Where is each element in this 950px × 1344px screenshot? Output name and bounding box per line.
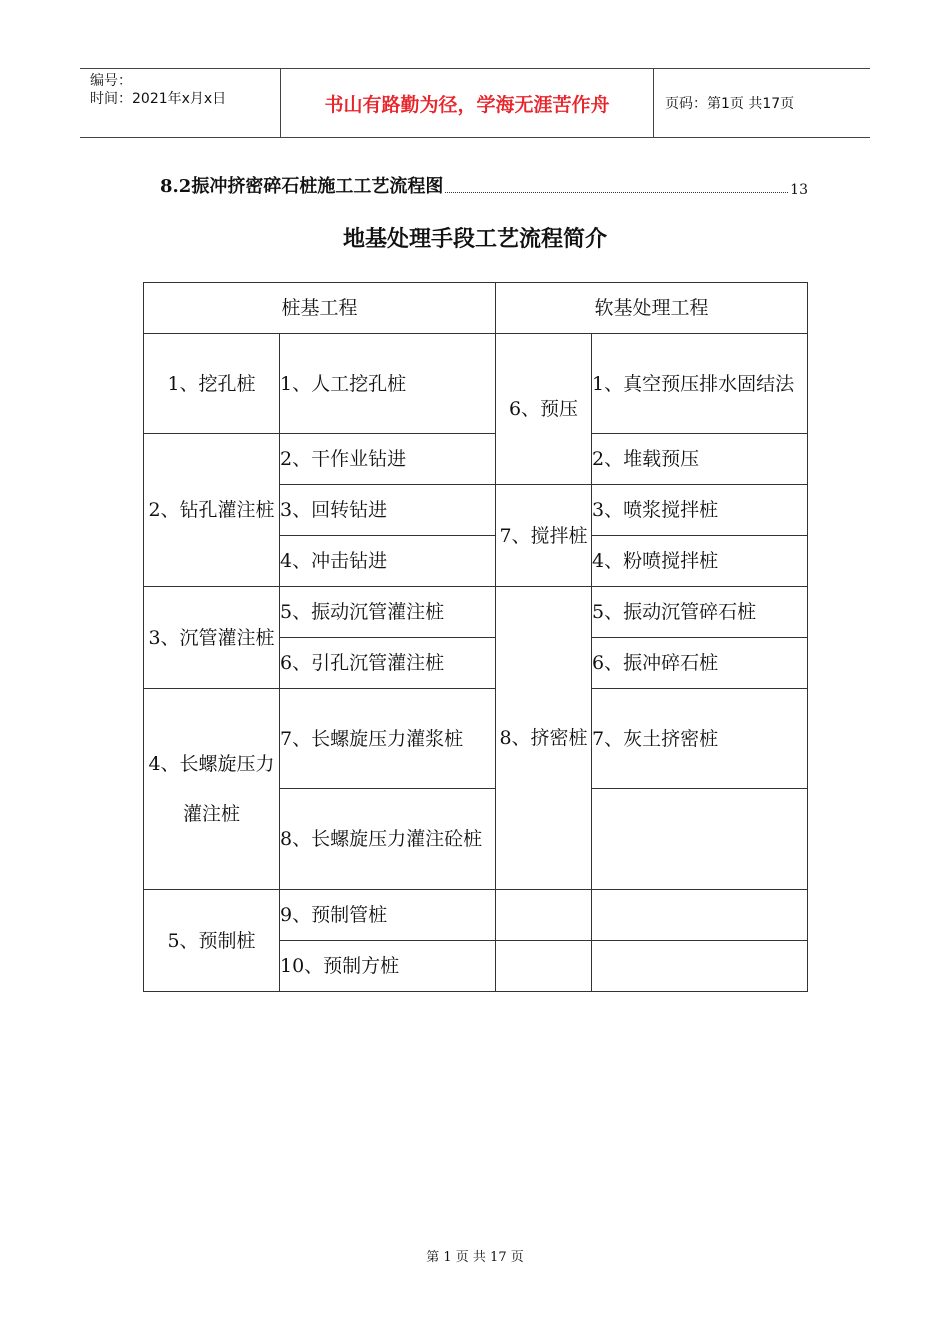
method-cell: 2、干作业钻进 bbox=[280, 434, 496, 485]
method-cell: 4、粉喷搅拌桩 bbox=[592, 536, 808, 587]
method-cell: 3、喷浆搅拌桩 bbox=[592, 485, 808, 536]
toc-entry[interactable] bbox=[160, 172, 808, 198]
header-time: 时间：2021年x月x日 bbox=[90, 91, 227, 107]
method-cell: 10、预制方桩 bbox=[280, 941, 496, 992]
header-page-label: 页码：第1页 共17页 bbox=[665, 96, 795, 112]
category-cell: 7、搅拌桩 bbox=[496, 485, 592, 587]
method-cell: 1、人工挖孔桩 bbox=[280, 334, 496, 434]
category-cell: 1、挖孔桩 bbox=[144, 334, 280, 434]
method-cell: 2、堆载预压 bbox=[592, 434, 808, 485]
empty-cell bbox=[592, 890, 808, 941]
method-cell: 7、灰土挤密桩 bbox=[592, 689, 808, 789]
category-cell: 2、钻孔灌注桩 bbox=[144, 434, 280, 587]
method-cell: 6、振冲碎石桩 bbox=[592, 638, 808, 689]
header-cell-soft-ground: 软基处理工程 bbox=[496, 283, 808, 334]
header-code: 编号： bbox=[90, 73, 132, 89]
empty-cell bbox=[592, 789, 808, 890]
method-cell: 5、振动沉管灌注桩 bbox=[280, 587, 496, 638]
method-cell: 3、回转钻进 bbox=[280, 485, 496, 536]
document-header bbox=[80, 68, 870, 138]
header-motto: 书山有路勤为径，学海无涯苦作舟 bbox=[281, 69, 654, 137]
empty-cell bbox=[496, 890, 592, 941]
method-cell: 4、冲击钻进 bbox=[280, 536, 496, 587]
page-footer: 第 1 页 共 17 页 bbox=[426, 1250, 524, 1265]
category-cell: 8、挤密桩 bbox=[496, 587, 592, 890]
page-title: 地基处理手段工艺流程简介 bbox=[342, 226, 607, 252]
method-cell: 6、引孔沉管灌注桩 bbox=[280, 638, 496, 689]
method-cell: 1、真空预压排水固结法 bbox=[592, 334, 808, 434]
header-meta bbox=[80, 69, 281, 137]
category-cell: 3、沉管灌注桩 bbox=[144, 587, 280, 689]
method-cell: 9、预制管桩 bbox=[280, 890, 496, 941]
method-cell: 7、长螺旋压力灌浆桩 bbox=[280, 689, 496, 789]
method-cell: 5、振动沉管碎石桩 bbox=[592, 587, 808, 638]
toc-leader-dots bbox=[445, 192, 788, 193]
empty-cell bbox=[496, 941, 592, 992]
process-table bbox=[143, 282, 808, 992]
header-cell-pile-foundation: 桩基工程 bbox=[144, 283, 496, 334]
category-cell: 6、预压 bbox=[496, 334, 592, 485]
category-cell: 4、长螺旋压力灌注桩 bbox=[144, 689, 280, 890]
method-cell: 8、长螺旋压力灌注砼桩 bbox=[280, 789, 496, 890]
toc-entry-title: 8.2振冲挤密碎石桩施工工艺流程图 bbox=[160, 176, 444, 197]
category-cell: 5、预制桩 bbox=[144, 890, 280, 992]
empty-cell bbox=[592, 941, 808, 992]
toc-entry-page: 13 bbox=[790, 182, 808, 198]
